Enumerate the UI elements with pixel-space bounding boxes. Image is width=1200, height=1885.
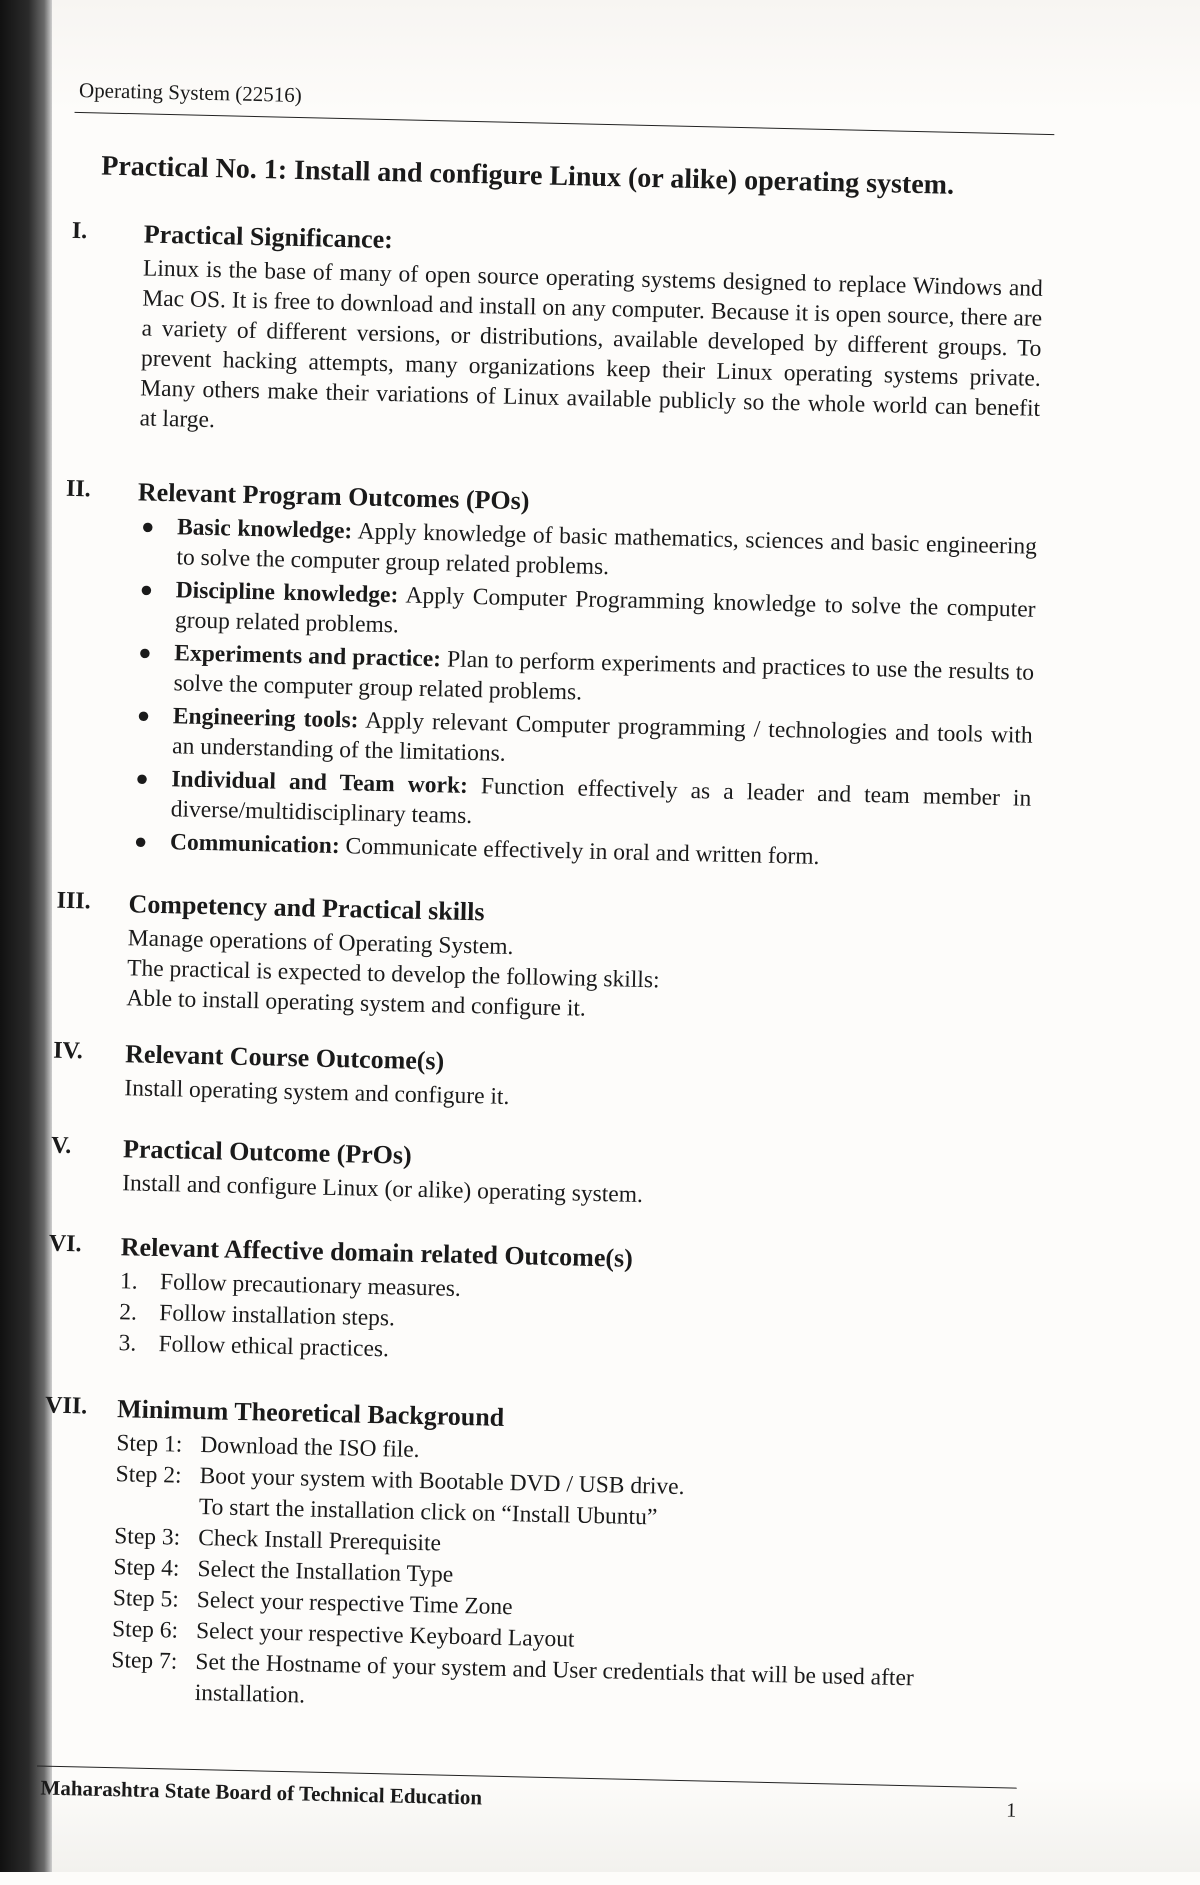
installation-steps — [110, 1428, 1016, 1727]
section-numeral: IV. — [52, 1037, 84, 1065]
section-course-outcomes — [52, 1038, 1043, 1124]
step-label: Step 3: — [113, 1523, 181, 1551]
step-label: Step 5: — [112, 1585, 180, 1613]
section-practical-significance — [67, 218, 1062, 454]
page-number: 1 — [1006, 1799, 1017, 1822]
section-line: Install and configure Linux (or alike) operating system. — [121, 1170, 644, 1209]
step-subtext: To start the installation click on “Install Ubuntu” — [198, 1494, 658, 1531]
section-line: Manage operations of Operating System. — [127, 925, 514, 961]
bullet-icon: ● — [133, 828, 148, 854]
item-text: Follow installation steps. — [159, 1300, 396, 1332]
section-numeral: III. — [56, 887, 91, 915]
section-competency — [54, 888, 1047, 1034]
section-heading: Competency and Practical skills — [128, 889, 485, 927]
outcomes-list — [130, 511, 1038, 876]
item-text: Follow precautionary measures. — [159, 1269, 462, 1302]
section-numeral: VI. — [48, 1230, 82, 1258]
section-heading: Relevant Affective domain related Outcome(s) — [120, 1232, 634, 1273]
outcome-label: Communication: — [169, 829, 341, 860]
step-text: Select your respective Time Zone — [196, 1587, 513, 1621]
section-heading: Practical Significance: — [143, 219, 394, 255]
bullet-icon: ● — [135, 765, 150, 791]
section-heading: Practical Outcome (PrOs) — [122, 1134, 413, 1170]
bullet-icon: ● — [138, 639, 152, 665]
outcome-label: Experiments and practice: — [174, 640, 442, 673]
section-numeral: I. — [71, 217, 88, 245]
header-rule — [75, 112, 1055, 135]
footer-institution: Maharashtra State Board of Technical Education — [40, 1775, 483, 1810]
outcome-label: Engineering tools: — [172, 703, 359, 734]
outcome-text: Apply relevant Computer programming / technologies and tools with an understanding of the limitations. — [171, 707, 1033, 767]
outcome-text: Communicate effectively in oral and written form. — [339, 833, 820, 870]
item-number: 3. — [118, 1330, 137, 1357]
step-text: Set the Hostname of your system and User credentials that will be used after installation. — [194, 1649, 915, 1709]
section-line: The practical is expected to develop the following skills: — [126, 955, 660, 994]
bullet-icon: ● — [139, 576, 154, 602]
step-text: Check Install Prerequisite — [197, 1525, 442, 1557]
step-label: Step 1: — [116, 1430, 183, 1458]
bullet-icon: ● — [136, 702, 151, 728]
item-number: 2. — [119, 1299, 138, 1326]
outcome-label: Individual and Team work: — [171, 766, 469, 799]
item-number: 1. — [119, 1268, 138, 1295]
section-numeral: II. — [65, 475, 91, 503]
item-text: Follow ethical practices. — [158, 1331, 390, 1363]
step-text: Select the Installation Type — [197, 1556, 454, 1588]
section-practical-outcome — [50, 1133, 1041, 1219]
outcome-text: Plan to perform experiments and practices to use the results to solve the computer group related problems. — [173, 646, 1035, 706]
step-text: Download the ISO file. — [200, 1432, 420, 1464]
bullet-icon: ● — [140, 513, 155, 539]
outcome-text: Apply knowledge of basic mathematics, sciences and basic engineering to solve the computer group related problems. — [176, 518, 1038, 581]
section-program-outcomes — [58, 476, 1056, 880]
step-label: Step 4: — [113, 1554, 180, 1582]
practical-title: Practical No. 1: Install and configure Linux (or alike) operating system. — [100, 150, 955, 201]
step-label: Step 2: — [115, 1461, 182, 1489]
section-heading: Minimum Theoretical Background — [116, 1394, 505, 1432]
section-heading: Relevant Program Outcomes (POs) — [137, 477, 530, 516]
outcome-label: Discipline knowledge: — [175, 577, 399, 609]
section-numeral: VII. — [44, 1392, 88, 1420]
running-header: Operating System (22516) — [78, 77, 303, 108]
section-affective-outcomes — [46, 1231, 1039, 1380]
section-line: Install operating system and configure it. — [124, 1075, 510, 1110]
section-heading: Relevant Course Outcome(s) — [124, 1039, 445, 1076]
section-numeral: V. — [50, 1132, 72, 1160]
section-line: Able to install operating system and configure it. — [126, 985, 587, 1022]
outcome-label: Basic knowledge: — [176, 514, 353, 545]
affective-list — [118, 1266, 1038, 1380]
section-paragraph: Linux is the base of many of open source operating systems designed to replace Windows and Mac OS. It is free to download and install on any computer. Because it is open source, there are a variety of different versions, or distributions, available developed by different groups. To prevent hacking attempts, many organizations keep their Linux operating systems private. Many others make their variations of Linux available publicly so the whole world can benefit at large. — [139, 255, 1044, 434]
step-text: Boot your system with Bootable DVD / USB drive. — [199, 1463, 685, 1501]
step-text: Select your respective Keyboard Layout — [195, 1618, 575, 1653]
section-theoretical-background — [38, 1393, 1035, 1728]
outcome-text: Function effectively as a leader and team member in diverse/multidisciplinary teams. — [170, 772, 1032, 830]
step-label: Step 7: — [111, 1647, 178, 1675]
outcome-text: Apply Computer Programming knowledge to solve the computer group related problems. — [174, 582, 1036, 639]
step-label: Step 6: — [111, 1616, 179, 1644]
